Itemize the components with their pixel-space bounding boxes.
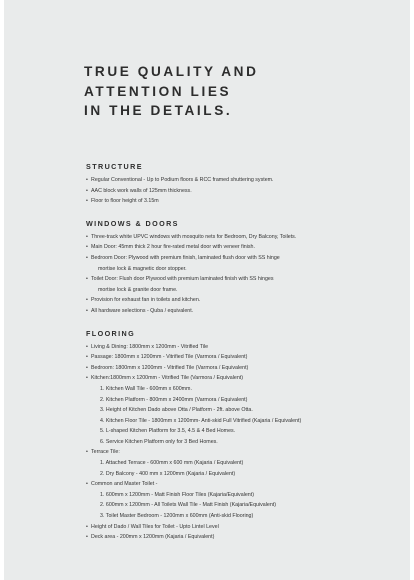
spec-text: Main Door: 45mm thick 2 hour fire-rated metal door with veneer finish. bbox=[91, 244, 255, 251]
spec-text: Toilet Door: Flush door Plywood with premium laminated finish with SS hinges bbox=[91, 276, 274, 283]
bullet-icon: • bbox=[86, 177, 88, 183]
bullet-icon: • bbox=[86, 523, 88, 530]
spec-subitem bbox=[86, 469, 396, 480]
spec-text: 1. 600mm x 1200mm - Matt Finish Floor Tiles (Kajaria/Equivalent) bbox=[100, 491, 254, 498]
bullet-icon: • bbox=[86, 198, 88, 205]
spec-text: mortise lock & granite door frame. bbox=[98, 286, 178, 293]
spec-text: Terrace Tile: bbox=[91, 449, 120, 456]
spec-item bbox=[86, 522, 396, 533]
bullet-icon: • bbox=[86, 233, 88, 240]
spec-item bbox=[86, 342, 396, 353]
spec-subitem bbox=[86, 458, 396, 469]
spec-list bbox=[86, 175, 396, 207]
spec-item bbox=[86, 253, 396, 264]
spec-item bbox=[86, 352, 396, 363]
spec-text: Kitchen:1800mm x 1200mm - Vitrified Tile (Varmora / Equivalent) bbox=[91, 375, 244, 382]
spec-item bbox=[86, 447, 396, 458]
section-flooring bbox=[86, 329, 396, 543]
spec-text: mortise lock & magnetic door stopper. bbox=[98, 265, 187, 272]
spec-subitem bbox=[86, 511, 396, 522]
spec-item bbox=[86, 232, 396, 243]
section-title: FLOORING bbox=[86, 328, 136, 338]
bullet-icon: • bbox=[86, 297, 88, 304]
spec-subitem bbox=[86, 490, 396, 501]
bullet-icon: • bbox=[86, 364, 88, 371]
spec-item bbox=[86, 196, 396, 207]
spec-item bbox=[86, 363, 396, 374]
spec-item bbox=[86, 306, 396, 317]
spec-text: AAC block work walls of 125mm thickness. bbox=[91, 187, 192, 194]
spec-text: 3. Height of Kitchen Dado above Otta / Platform - 2ft. above Otta. bbox=[100, 407, 253, 414]
spec-text: Living & Dining: 1800mm x 1200mm - Vitrified Tile bbox=[91, 343, 209, 350]
bullet-icon: • bbox=[86, 187, 88, 194]
spec-text: Bedroom Door: Plywood with premium finish, laminated flush door with SS hinge bbox=[91, 254, 280, 261]
headline-line: ATTENTION LIES bbox=[84, 83, 232, 99]
spec-subitem bbox=[86, 437, 396, 448]
bullet-icon: • bbox=[86, 354, 88, 361]
spec-text: Floor to floor height of 3.15m bbox=[91, 198, 159, 205]
section-structure bbox=[86, 162, 396, 207]
spec-text: 5. L-shaped Kitchen Platform for 3.5, 4.5 & 4 Bed Homes. bbox=[100, 428, 236, 435]
spec-text: 4. Kitchen Floor Tile - 1800mm x 1200mm- Anti-skid Full Vitrified (Kajaria / Equivalent) bbox=[100, 417, 302, 424]
section-title: WINDOWS & DOORS bbox=[86, 218, 179, 228]
spec-text: Regular Conventional - Up to Podium floors & RCC framed shuttering system. bbox=[91, 177, 274, 183]
bullet-icon: • bbox=[86, 375, 88, 382]
spec-subitem bbox=[86, 500, 396, 511]
spec-text: Common and Master Toilet - bbox=[91, 481, 158, 488]
spec-text: Bedroom: 1800mm x 1200mm - Vitrified Tile (Varmora / Equivalent) bbox=[91, 364, 249, 371]
bullet-icon: • bbox=[86, 244, 88, 251]
spec-item-continuation bbox=[86, 264, 396, 275]
spec-text: 1. Attached Terrace - 600mm x 600 mm (Kajaria / Equivalent) bbox=[100, 460, 244, 467]
bullet-icon: • bbox=[86, 276, 88, 283]
section-title: STRUCTURE bbox=[86, 162, 143, 171]
spec-item-continuation bbox=[86, 285, 396, 296]
section-windows-doors bbox=[86, 219, 396, 317]
spec-list bbox=[86, 232, 396, 317]
spec-item bbox=[86, 479, 396, 490]
spec-text: 1. Kitchen Wall Tile - 600mm x 600mm. bbox=[100, 385, 192, 392]
spec-text: 2. Dry Balcony - 400 mm x 1200mm (Kajaria / Equivalent) bbox=[100, 470, 236, 477]
headline-line: TRUE QUALITY AND bbox=[84, 64, 259, 79]
spec-subitem bbox=[86, 405, 396, 416]
spec-item bbox=[86, 373, 396, 384]
spec-text: Deck area - 200mm x 1200mm (Kajaria / Equivalent) bbox=[91, 534, 215, 541]
spec-text: 3. Toilet Master Bedroom - 1200mm x 600mm (Anti-skid Flooring) bbox=[100, 513, 254, 520]
spec-item bbox=[86, 175, 396, 186]
bullet-icon: • bbox=[86, 254, 88, 261]
spec-text: Height of Dado / Wall Tiles for Toilet - Upto Lintel Level bbox=[91, 523, 219, 530]
spec-text: Three-track white UPVC windows with mosquito nets for Bedroom, Dry Balcony, Toilets. bbox=[91, 233, 297, 240]
spec-text: 6. Service Kitchen Platform only for 3 Bed Homes. bbox=[100, 438, 218, 445]
bullet-icon: • bbox=[86, 343, 88, 350]
headline-line: IN THE DETAILS. bbox=[84, 103, 233, 118]
bullet-icon: • bbox=[86, 481, 88, 488]
spec-item bbox=[86, 186, 396, 197]
spec-subitem bbox=[86, 395, 396, 406]
spec-item bbox=[86, 295, 396, 306]
spec-subitem bbox=[86, 426, 396, 437]
spec-list bbox=[86, 342, 396, 543]
spec-text: Passage: 1800mm x 1200mm - Vitrified Tile (Varmora / Equivalent) bbox=[91, 354, 248, 361]
spec-text: 2. Kitchen Platform - 800mm x 2400mm (Varmora / Equivalent) bbox=[100, 396, 248, 403]
document-page bbox=[4, 0, 410, 580]
spec-item bbox=[86, 532, 396, 543]
bullet-icon: • bbox=[86, 307, 88, 314]
specifications bbox=[86, 162, 396, 555]
spec-text: 2. 600mm x 1200mm - All Toilets Wall Tile - Matt Finish (Kajaria/Equivalent) bbox=[100, 502, 277, 509]
bullet-icon: • bbox=[86, 534, 88, 541]
spec-item bbox=[86, 242, 396, 253]
bullet-icon: • bbox=[86, 449, 88, 456]
spec-item bbox=[86, 274, 396, 285]
headline bbox=[84, 62, 344, 121]
spec-subitem bbox=[86, 416, 396, 427]
spec-text: Provision for exhaust fan in toilets and kitchen. bbox=[91, 297, 201, 304]
spec-subitem bbox=[86, 384, 396, 395]
spec-text: All hardware selections - Quba / equivalent. bbox=[91, 307, 194, 314]
